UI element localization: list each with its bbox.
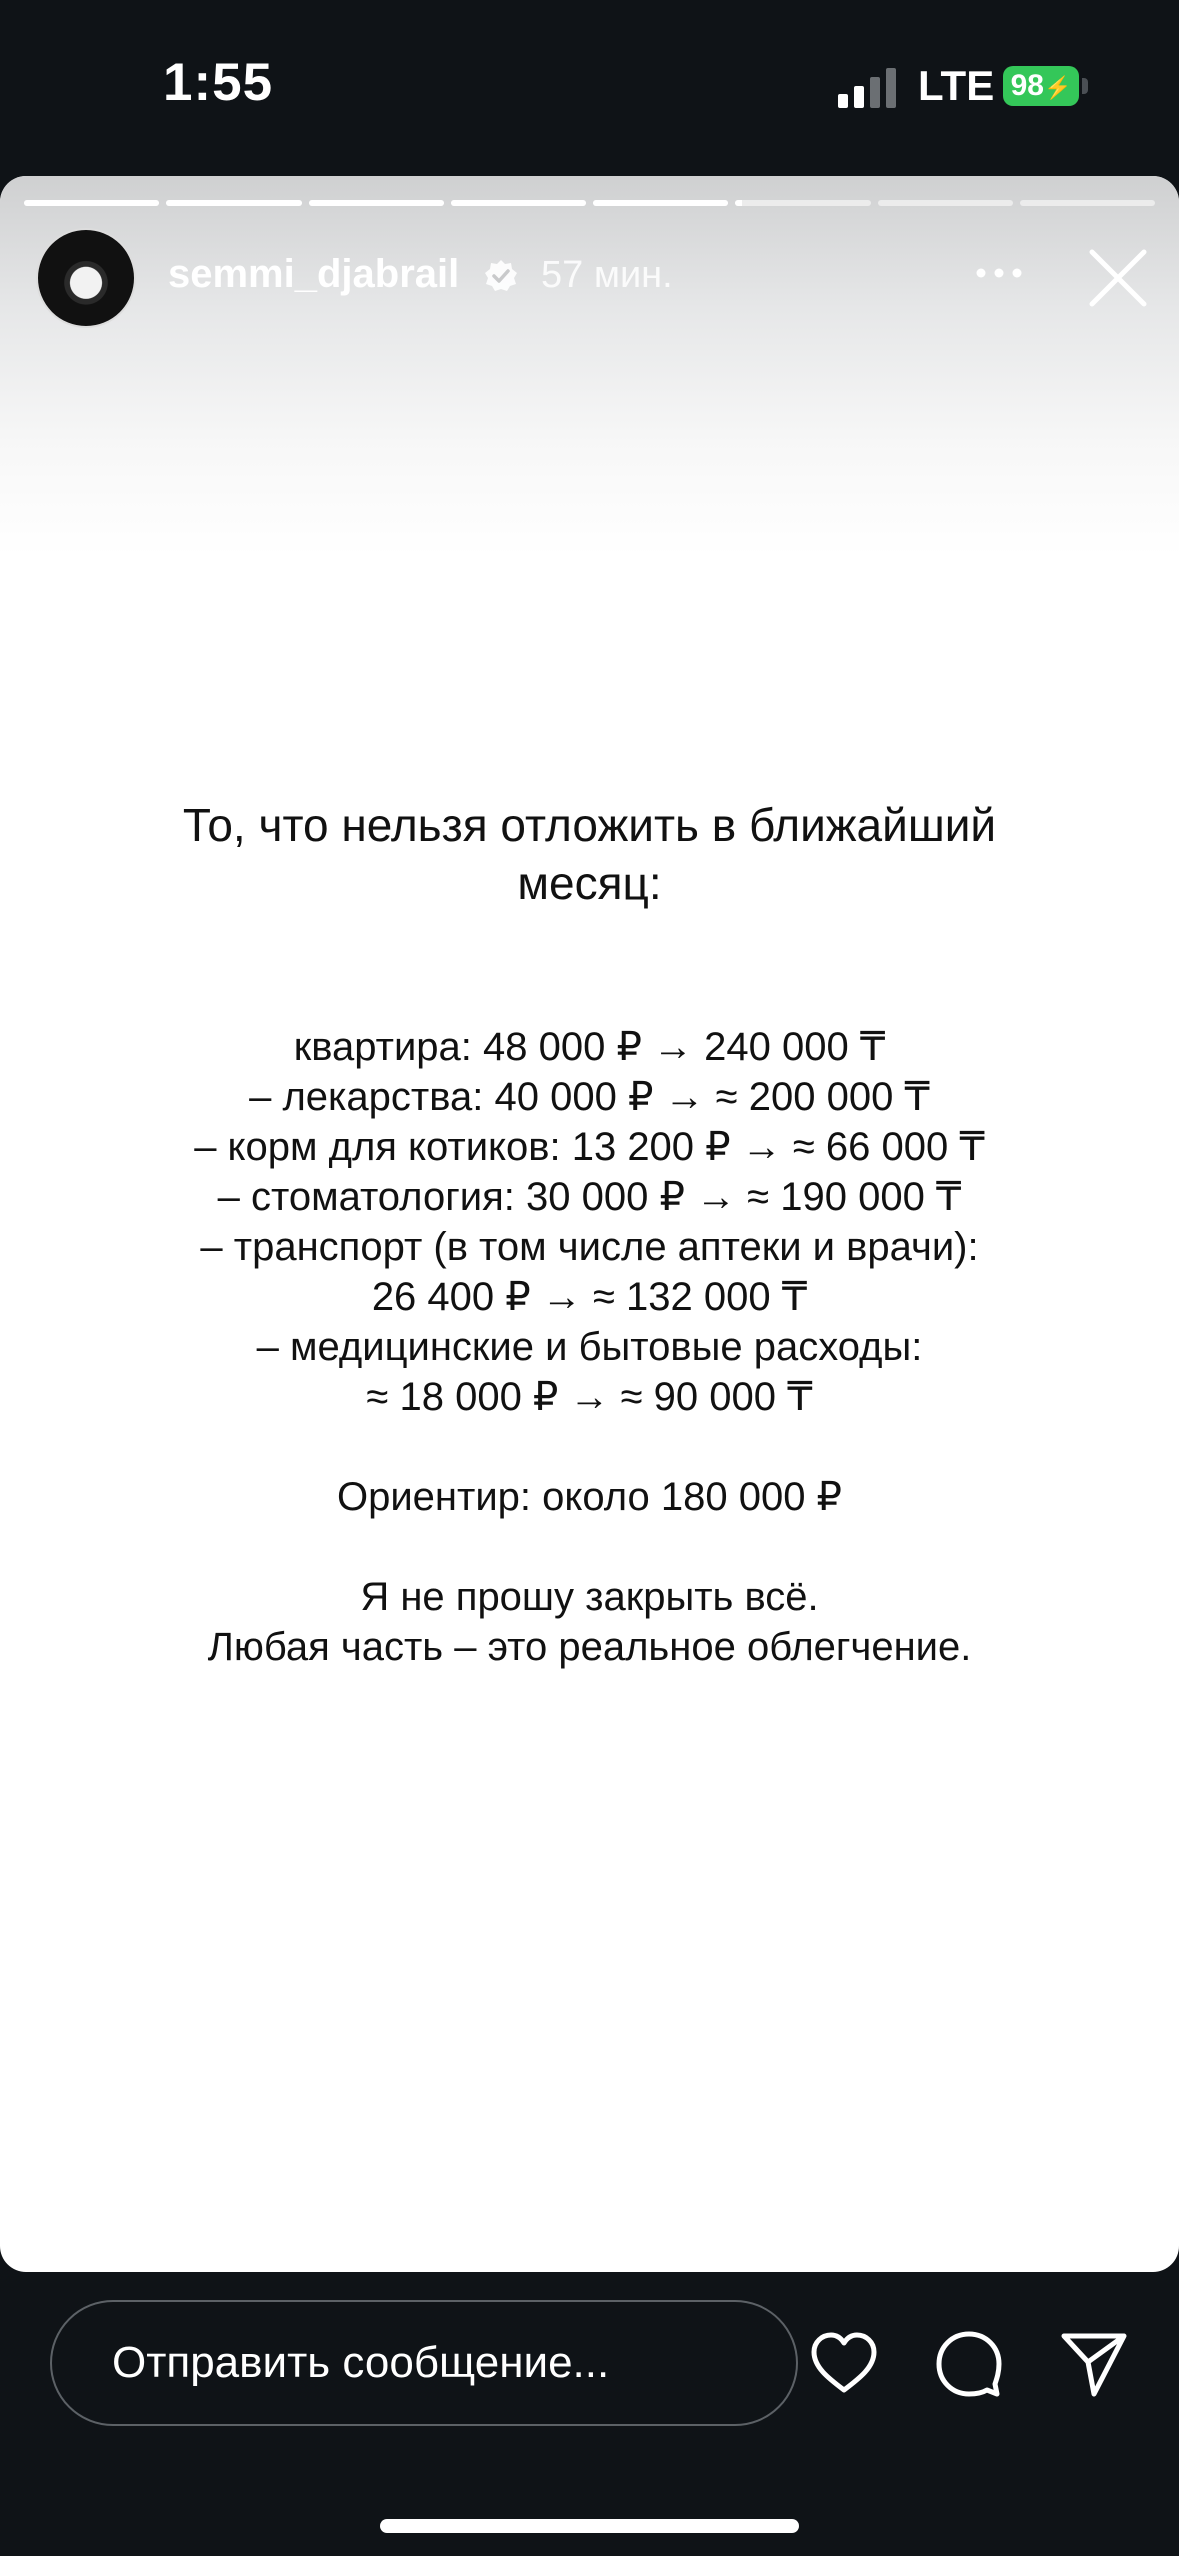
expense-line: – лекарства: 40 000 ₽ → ≈ 200 000 ₸ [249, 1075, 930, 1119]
progress-segment [593, 200, 728, 206]
closing-line: Любая часть – это реальное облегчение. [207, 1625, 972, 1669]
expense-line: – транспорт (в том числе аптеки и врачи): [200, 1225, 979, 1269]
story-text [100, 796, 1079, 1672]
message-input[interactable]: Отправить сообщение... [50, 2300, 798, 2426]
home-indicator [380, 2519, 799, 2533]
comment-icon[interactable] [933, 2328, 1005, 2400]
expense-line: 26 400 ₽ → ≈ 132 000 ₸ [371, 1275, 808, 1319]
network-type: LTE [918, 62, 995, 109]
expense-line: квартира: 48 000 ₽ → 240 000 ₸ [293, 1025, 886, 1069]
signal-icon [838, 68, 898, 108]
expense-line: – корм для котиков: 13 200 ₽ → ≈ 66 000 ₸ [194, 1125, 985, 1169]
battery-nub [1082, 78, 1088, 94]
heart-icon[interactable] [808, 2328, 880, 2400]
avatar[interactable] [36, 228, 136, 328]
expense-list [100, 1022, 1079, 1672]
username[interactable]: semmi_djabrail [168, 252, 460, 296]
progress-segment [878, 200, 1013, 206]
story-header-gradient [0, 176, 1179, 556]
battery-icon: 98⚡ [1003, 66, 1079, 106]
progress-segment [735, 200, 870, 206]
progress-segment [1020, 200, 1155, 206]
expense-line: – стоматология: 30 000 ₽ → ≈ 190 000 ₸ [217, 1175, 962, 1219]
status-time: 1:55 [163, 53, 274, 112]
expense-line: ≈ 18 000 ₽ → ≈ 90 000 ₸ [366, 1375, 813, 1419]
progress-segment [451, 200, 586, 206]
status-bar [0, 0, 1179, 170]
battery-level: 98 [1010, 69, 1044, 102]
story-card[interactable] [0, 176, 1179, 2272]
progress-segment [166, 200, 301, 206]
close-icon[interactable] [1086, 246, 1150, 310]
time-ago: 57 мин. [541, 254, 673, 296]
send-icon[interactable] [1058, 2328, 1130, 2400]
more-icon[interactable] [974, 258, 1024, 288]
progress-segment [24, 200, 159, 206]
closing-line: Я не прошу закрыть всё. [360, 1575, 819, 1619]
expense-line: – медицинские и бытовые расходы: [256, 1325, 923, 1369]
story-heading: То, что нельзя отложить в ближайший месяц: [182, 799, 997, 909]
story-progress [24, 200, 1155, 206]
progress-segment [309, 200, 444, 206]
orientation-line: Ориентир: около 180 000 ₽ [336, 1475, 843, 1519]
verified-icon [483, 258, 519, 294]
